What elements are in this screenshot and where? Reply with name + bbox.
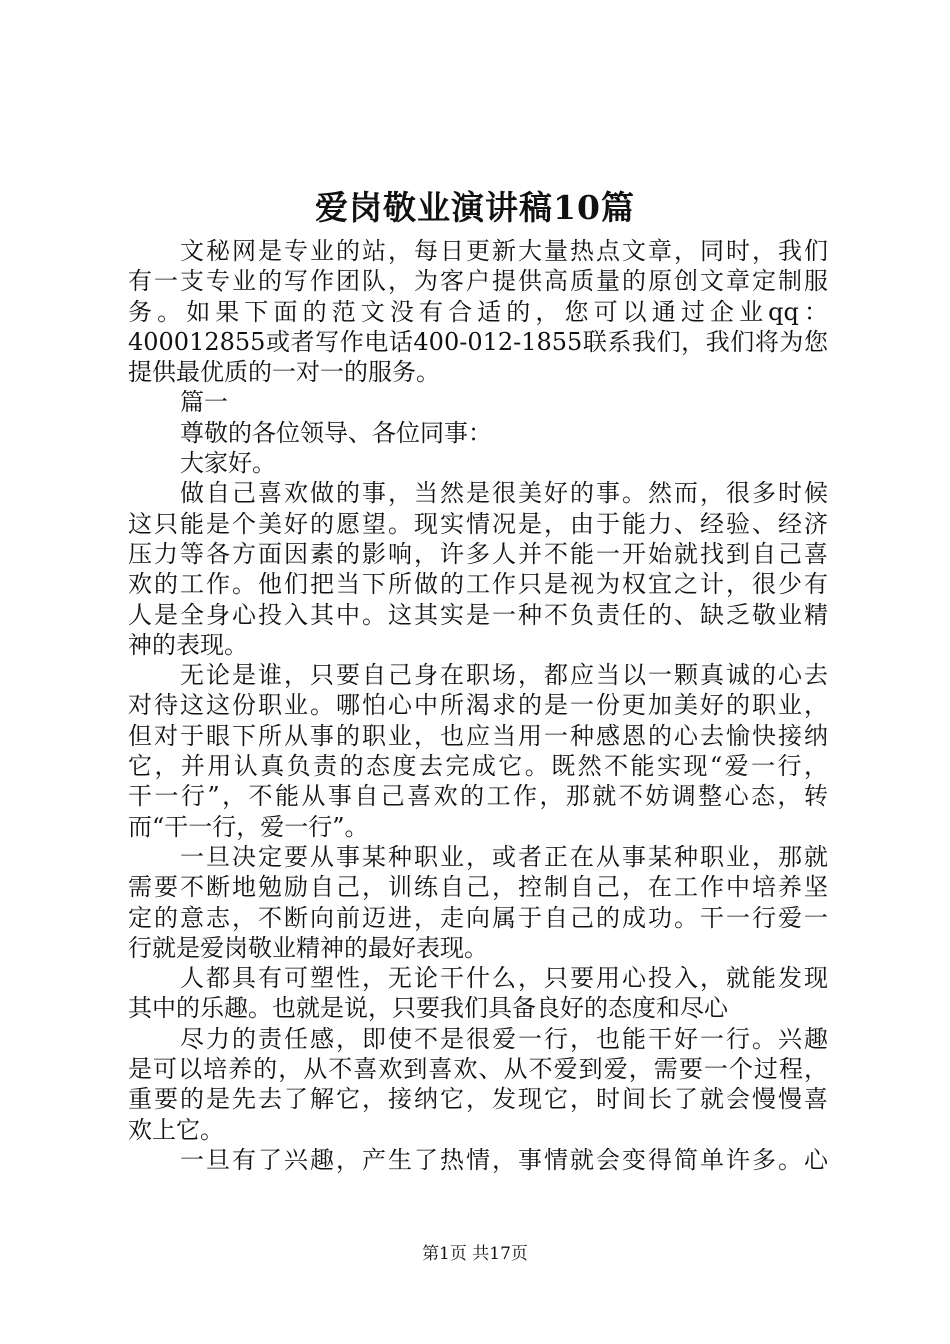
salutation: 尊敬的各位领导、各位同事： bbox=[180, 418, 492, 447]
text-line: 一旦决定要从事某种职业，或者正在从事某种职业，那就 bbox=[180, 842, 828, 871]
text-line: 有一支专业的写作团队，为客户提供高质量的原创文章定制服 bbox=[128, 267, 828, 296]
page-number-footer: 第1页 共17页 bbox=[422, 1244, 528, 1264]
text-line: 文秘网是专业的站，每日更新大量热点文章，同时，我们 bbox=[180, 237, 828, 265]
document-title: 爱岗敬业演讲稿10篇 bbox=[315, 188, 635, 227]
text-line: 欢的工作。他们把当下所做的工作只是视为权宜之计，很少有 bbox=[128, 570, 828, 599]
text-line: 压力等各方面因素的影响，许多人并不能一开始就找到自己喜 bbox=[128, 539, 828, 568]
text-line: 行就是爱岗敬业精神的最好表现。 bbox=[128, 933, 488, 962]
text-line: 其中的乐趣。也就是说，只要我们具备良好的态度和尽心 bbox=[128, 994, 728, 1023]
text-line: 这只能是个美好的愿望。现实情况是，由于能力、经验、经济 bbox=[128, 509, 828, 538]
text-line: 神的表现。 bbox=[128, 630, 248, 659]
text-line: 干一行”，不能从事自己喜欢的工作，那就不妨调整心态，转 bbox=[128, 782, 828, 811]
text-line: 务。如果下面的范文没有合适的，您可以通过企业qq： bbox=[128, 297, 828, 326]
section-heading: 篇一 bbox=[180, 388, 228, 417]
text-line: 做自己喜欢做的事，当然是很美好的事。然而，很多时候 bbox=[180, 479, 828, 508]
text-line: 提供最优质的一对一的服务。 bbox=[128, 358, 440, 387]
text-line: 重要的是先去了解它，接纳它，发现它，时间长了就会慢慢喜 bbox=[128, 1085, 828, 1114]
text-line: 人都具有可塑性，无论干什么，只要用心投入，就能发现 bbox=[180, 964, 828, 993]
text-line: 人是全身心投入其中。这其实是一种不负责任的、缺乏敬业精 bbox=[128, 600, 828, 629]
text-line: 尽力的责任感，即使不是很爱一行，也能干好一行。兴趣 bbox=[180, 1024, 828, 1053]
text-line: 而“干一行，爱一行”。 bbox=[128, 812, 369, 841]
text-line: 无论是谁，只要自己身在职场，都应当以一颗真诚的心去 bbox=[180, 661, 828, 690]
text-line: 它，并用认真负责的态度去完成它。既然不能实现“爱一行， bbox=[128, 752, 828, 781]
greeting: 大家好。 bbox=[180, 449, 276, 478]
document-body bbox=[128, 236, 828, 1175]
text-line: 是可以培养的，从不喜欢到喜欢、从不爱到爱，需要一个过程， bbox=[128, 1055, 828, 1084]
text-line: 欢上它。 bbox=[128, 1115, 224, 1144]
text-line: 但对于眼下所从事的职业，也应当用一种感恩的心去愉快接纳 bbox=[128, 721, 828, 750]
text-line: 一旦有了兴趣，产生了热情，事情就会变得简单许多。心 bbox=[180, 1145, 828, 1174]
text-line: 需要不断地勉励自己，训练自己，控制自己，在工作中培养坚 bbox=[128, 873, 828, 902]
text-line: 定的意志，不断向前迈进，走向属于自己的成功。干一行爱一 bbox=[128, 903, 828, 932]
text-line: 400012855或者写作电话400-012-1855联系我们，我们将为您 bbox=[128, 327, 828, 356]
text-line: 对待这这份职业。哪怕心中所渴求的是一份更加美好的职业， bbox=[128, 691, 828, 720]
